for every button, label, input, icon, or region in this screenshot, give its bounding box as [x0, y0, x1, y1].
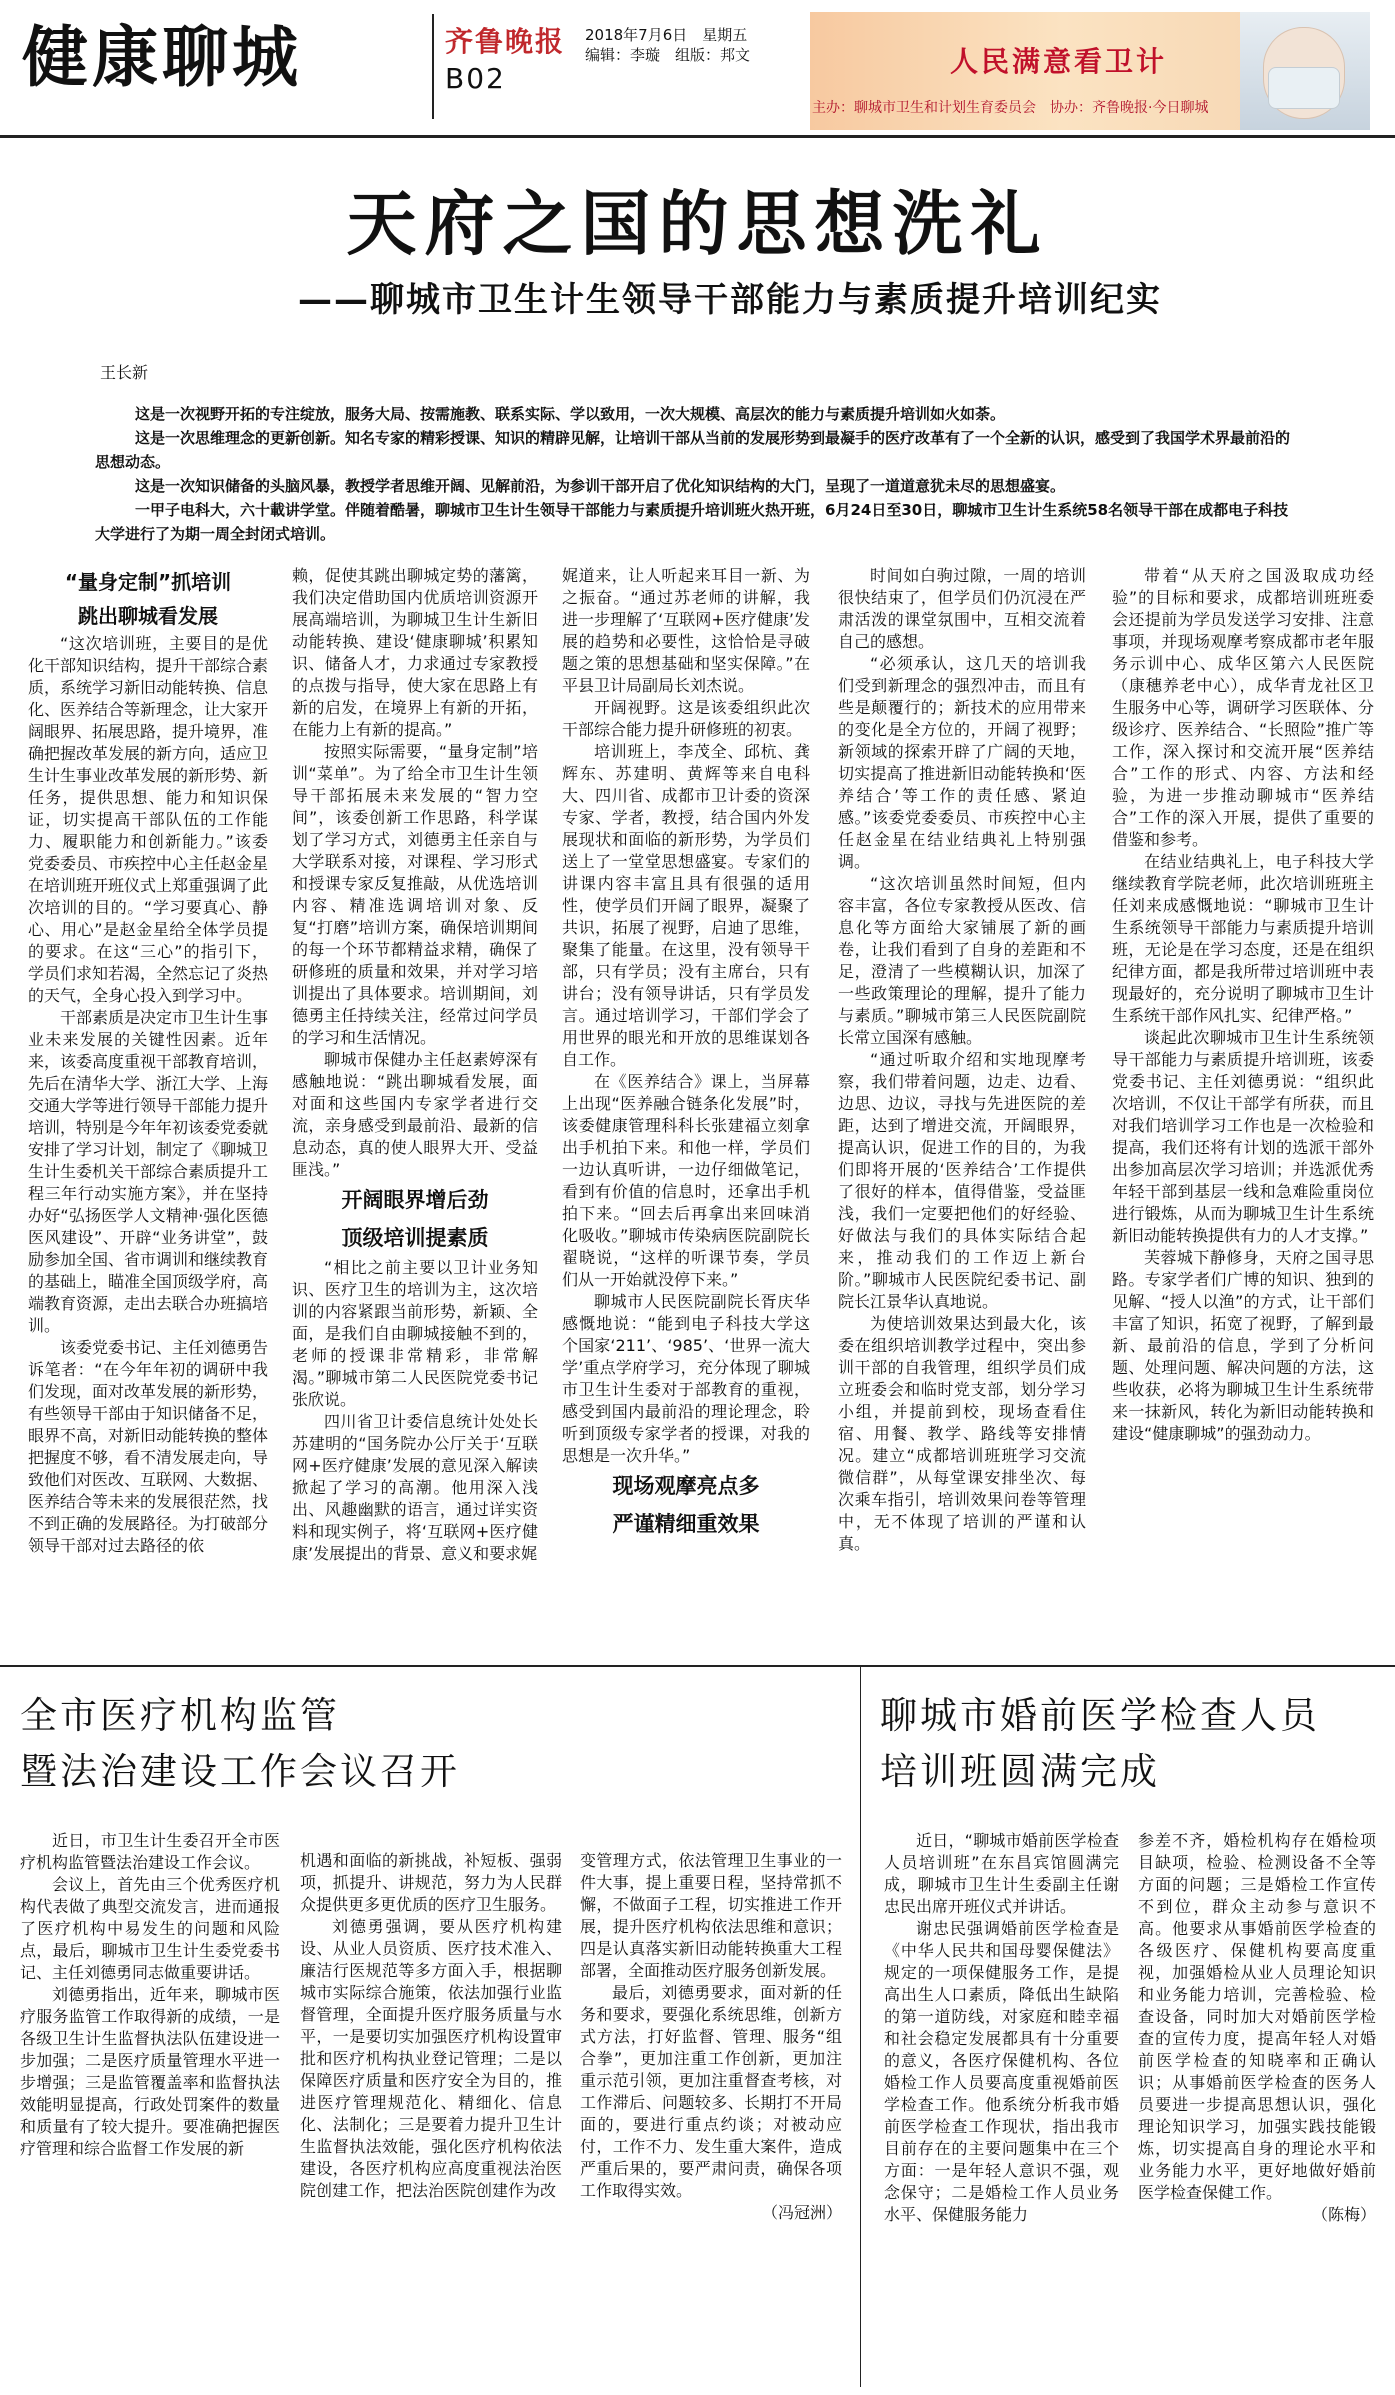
feature-column-3: [562, 565, 810, 1650]
article2-column-1: [20, 1830, 280, 2385]
banner-sponsor-line: 主办：聊城市卫生和计划生育委员会 协办：齐鲁晚报·今日聊城: [812, 100, 1209, 116]
article3-column-1: [884, 1830, 1119, 2385]
section-divider: [0, 1665, 1395, 1667]
body-paragraph: 会议上，首先由三个优秀医疗机构代表做了典型交流发言，进而通报了医疗机构中易发生的问题和风险点，最后，聊城市卫生计生委党委书记、主任刘德勇同志做重要讲话。: [20, 1875, 280, 1982]
body-paragraph: 聊城市人民医院副院长胥庆华感慨地说：“能到电子科技大学这个国家‘211’、‘985’、‘世界一流大学’重点学府学习，充分体现了聊城市卫生计生委对于部教育的重视，感受到国内最前沿的理论理念，聆听到顶级专家学者的授课，对我的思想是一次升华。”: [562, 1292, 810, 1465]
body-paragraph: 聊城市保健办主任赵素婷深有感触地说：“跳出聊城看发展，面对面和这些国内专家学者进行交流，亲身感受到最前沿、最新的信息动态，真的使人眼界大开、受益匪浅。”: [292, 1050, 538, 1179]
body-paragraph: 最后，刘德勇要求，面对新的任务和要求，要强化系统思维，创新方式方法，打好监督、管理、服务“组合拳”，更加注重工作创新，更加注重示范引领，更加注重督查考核，对工作滞后、问题较多、长期打不开局面的，要进行重点约谈；对被动应付，工作不力、发生重大案件，造成严重后果的，要严肃问责，确保各项工作取得实效。: [580, 1983, 842, 2200]
page-code: B02: [445, 62, 506, 95]
article2-column-2: [300, 1850, 562, 2385]
article2-title: [20, 1688, 460, 1800]
issue-date: 2018年7月6日 星期五: [585, 26, 748, 44]
body-paragraph: “这次培训班，主要目的是优化干部知识结构，提升干部综合素质，系统学习新旧动能转换、信息化、医养结合等新理念，让大家开阔眼界、拓展思路，提升境界，准确把握改革发展的新方向，适应卫生计生事业改革发展的新形势、新任务，提供思想、能力和知识保证，切实提高干部队伍的工作能力、履职能力和创新能力。”该委党委委员、市疾控中心主任赵金星在培训班开班仪式上郑重强调了此次培训的目的。“学习要真心、静心、用心”是赵金星给全体学员提的要求。在这“三心”的指引下，学员们求知若渴，全然忘记了炎热的天气，全身心投入到学习中。: [28, 634, 268, 1005]
subheading-line: 跳出聊城看发展: [78, 604, 218, 628]
article2-title-line: 全市医疗机构监管: [20, 1694, 340, 1737]
body-paragraph: 该委党委书记、主任刘德勇告诉笔者：“在今年年初的调研中我们发现，面对改革发展的新形势，有些领导干部由于知识储备不足，眼界不高，对新旧动能转换的整体把握度不够，看不清发展走向，导致他们对医改、互联网、大数据、医养结合等未来的发展很茫然，找不到正确的发展路径。为打破部分领导干部对过去路径的依: [28, 1338, 268, 1555]
feature-title: 天府之国的思想洗礼: [346, 182, 1049, 265]
intro-paragraph: 这是一次知识储备的头脑风暴，教授学者思维开阔、见解前沿，为参训干部开启了优化知识结构的大门，呈现了一道道意犹未尽的思想盛宴。: [135, 477, 1066, 495]
feature-column-4: [838, 565, 1086, 1650]
body-paragraph: “必须承认，这几天的培训我们受到新理念的强烈冲击，而且有些是颠覆行的；新技术的应用带来的变化是全方位的，开阔了视野；新领域的探索开辟了广阔的天地，切实提高了推进新旧动能转换和‘医养结合’等工作的责任感、紧迫感。”该委党委委员、市疾控中心主任赵金星在结业结典礼上特别强调。: [838, 654, 1086, 871]
byline: 王长新: [100, 363, 149, 382]
body-paragraph: 近日，“聊城市婚前医学检查人员培训班”在东昌宾馆圆满完成，聊城市卫生计生委副主任谢忠民出席开班仪式并讲话。: [884, 1831, 1119, 1916]
editors-line: 编辑：李璇 组版：邦文: [585, 46, 751, 64]
article-divider: [860, 1667, 861, 2387]
author-signoff: （陈梅）: [1311, 2205, 1376, 2224]
subheading-line: 现场观摩亮点多: [612, 1474, 760, 1498]
body-paragraph: “相比之前主要以卫计业务知识、医疗卫生的培训为主，这次培训的内容紧跟当前形势，新颖、全面，是我们自由聊城接触不到的，老师的授课非常精彩，非常解渴。”聊城市第二人民医院党委书记张欣说。: [292, 1258, 538, 1409]
article3-title: [880, 1688, 1320, 1800]
feature-column-2: [292, 565, 538, 1650]
body-paragraph: 干部素质是决定市卫生计生事业未来发展的关键性因素。近年来，该委高度重视干部教育培训，先后在清华大学、浙江大学、上海交通大学等进行领导干部能力提升培训，特别是今年年初该委党委就安排了学习计划，制定了《聊城卫生计生委机关干部综合素质提升工程三年行动实施方案》，并在坚持办好“弘扬医学人文精神·强化医德医风建设”、开辟“业务讲堂”，鼓励参加全国、省市调训和继续教育的基础上，瞄准全国顶级学府，高端教育资源，走出去联合办班搞培训。: [28, 1008, 268, 1335]
article2-title-line: 暨法治建设工作会议召开: [20, 1750, 460, 1793]
body-paragraph: 芙蓉城下静修身，天府之国寻思路。专家学者们广博的知识、独到的见解、“授人以渔”的方式，让干部们丰富了知识，拓宽了视野，了解到最新、最前沿的信息，学到了分析问题、处理问题、解决问题的方法，这些收获，必将为聊城卫生计生系统带来一抹新风，转化为新旧动能转换和建设“健康聊城”的强劲动力。: [1112, 1248, 1374, 1443]
body-paragraph: “这次培训虽然时间短，但内容丰富，各位专家教授从医改、信息化等方面给大家铺展了新的画卷，让我们看到了自身的差距和不足，澄清了一些模糊认识，加深了一些政策理论的理解，提升了能力与素质。”聊城市第三人民医院副院长常立国深有感触。: [838, 874, 1086, 1047]
feature-intro: [95, 402, 1295, 546]
feature-subtitle: ——聊城市卫生计生领导干部能力与素质提升培训纪实: [298, 280, 1162, 320]
sponsor-banner: [810, 12, 1370, 130]
subheading: [562, 1467, 810, 1543]
subheading: [28, 565, 268, 633]
body-paragraph: 带着“从天府之国汲取成功经验”的目标和要求，成都培训班班委会还提前为学员发送学习安排、注意事项，并现场观摩考察成都市老年服务示训中心、成华区第六人民医院（康穗养老中心），成华青龙社区卫生服务中心等，调研学习医联体、分级诊疗、医养结合、“长照险”推广等工作，深入探讨和交流开展“医养结合”工作的形式、内容、方法和经验，为进一步推动聊城市“医养结合”工作的深入开展，提供了重要的借鉴和参考。: [1112, 566, 1374, 849]
subheading-line: “量身定制”抓培训: [64, 570, 232, 594]
subheading-line: 开阔眼界增后劲: [341, 1188, 489, 1212]
subheading-line: 严谨精细重效果: [612, 1512, 760, 1536]
article2-column-3: [580, 1850, 842, 2385]
article3-title-line: 聊城市婚前医学检查人员: [880, 1694, 1320, 1737]
body-paragraph: 在《医养结合》课上，当屏幕上出现“医养融合链条化发展”时，该委健康管理科科长张建福立刻拿出手机拍下来。和他一样，学员们一边认真听讲，一边仔细做笔记，看到有价值的信息时，还拿出手机拍下来。“回去后再拿出来回味消化吸收。”聊城市传染病医院副院长翟晓说，“这样的听课节奏，学员们从一开始就没停下来。”: [562, 1072, 810, 1289]
intro-paragraph: 一甲子电科大，六十載讲学堂。伴随着酷暑，聊城市卫生计生领导干部能力与素质提升培训班火热开班，6月24日至30日，聊城市卫生计生系统58名领导干部在成都电子科技大学进行了为期一周全封闭式培训。: [95, 501, 1289, 543]
body-paragraph: 近日，市卫生计生委召开全市医疗机构监管暨法治建设工作会议。: [20, 1831, 280, 1872]
body-paragraph: 时间如白驹过隙，一周的培训很快结束了，但学员们仍沉浸在严肃活泼的课堂氛围中，互相交流着自己的感想。: [838, 566, 1086, 651]
body-paragraph: 参差不齐，婚检机构存在婚检项目缺项，检验、检测设备不全等方面的问题；三是婚检工作宣传不到位，群众主动参与意识不高。他要求从事婚前医学检查的各级医疗、保健机构要高度重视，加强婚检从业人员理论知识和业务能力培训，完善检验、检查设备，同时加大对婚前医学检查的宣传力度，提高年轻人对婚前医学检查的知晓率和正确认识；从事婚前医学检查的医务人员要进一步提高思想认识，强化理论知识学习，加强实践技能锻炼，切实提高自身的理论水平和业务能力水平，更好地做好婚前医学检查保健工作。: [1138, 1831, 1376, 2202]
article3-column-2: [1138, 1830, 1376, 2385]
banner-title: 人民满意看卫计: [950, 45, 1168, 78]
body-paragraph: 开阔视野。这是该委组织此次干部综合能力提升研修班的初衷。: [562, 698, 810, 739]
body-paragraph: 娓道来，让人听起来耳目一新、为之振奋。“通过苏老师的讲解，我进一步理解了‘互联网+医疗健康’发展的趋势和必要性，这恰恰是寻破题之策的思想基础和坚实保障。”在平县卫计局副局长刘杰说。: [562, 566, 810, 695]
body-paragraph: 在结业结典礼上，电子科技大学继续教育学院老师，此次培训班班主任刘来成感慨地说：“聊城市卫生计生系统领导干部能力与素质提升培训班，无论是在学习态度，还是在组织纪律方面，都是我所带过培训班中表现最好的，充分说明了聊城市卫生计生系统干部作风扎实、纪律严格。”: [1112, 852, 1374, 1025]
body-paragraph: 变管理方式，依法管理卫生事业的一件大事，提上重要日程，坚持常抓不懈，不做面子工程，切实推进工作开展，提升医疗机构依法思维和意识；四是认真落实新旧动能转换重大工程部署，全面推动医疗服务创新发展。: [580, 1851, 842, 1980]
body-paragraph: “通过听取介绍和实地现摩考察，我们带着问题，边走、边看、边思、边议，寻找与先进医院的差距，达到了增进交流，开阔眼界，提高认识，促进工作的目的，为我们即将开展的‘医养结合’工作提供了很好的样本，值得借鉴，受益匪浅，我们一定要把他们的好经验、好做法与我们的具体实际结合起来，推动我们的工作迈上新台阶。”聊城市人民医院纪委书记、副院长江景华认真地说。: [838, 1050, 1086, 1311]
body-paragraph: 为使培训效果达到最大化，该委在组织培训教学过程中，突出参训干部的自我管理，组织学员们成立班委会和临时党支部，划分学习小组，并提前到校，现场查看住宿、用餐、教学、路线等安排情况。建立“成都培训班班学习交流微信群”，从每堂课安排坐次、每次乘车指引，培训效果问卷等管理中，无不体现了培训的严谨和认真。: [838, 1314, 1086, 1553]
body-paragraph: 谈起此次聊城市卫生计生系统领导干部能力与素质提升培训班，该委党委书记、主任刘德勇说：“组织此次培训，不仅让干部学有所获，而且对我们培训学习工作也是一次检验和提高，我们还将有计划的选派干部外出参加高层次学习培训；并选派优秀年轻干部到基层一线和急难险重岗位进行锻炼，从而为聊城卫生计生系统新旧动能转换提供有力的人才支撑。”: [1112, 1028, 1374, 1245]
feature-column-1: [28, 565, 268, 1650]
author-signoff: （冯冠洲）: [761, 2203, 842, 2222]
body-paragraph: 按照实际需要，“量身定制”培训“菜单”。为了给全市卫生计生领导干部拓展未来发展的“智力空间”，该委创新工作思路，科学谋划了学习方式，刘德勇主任亲自与大学联系对接，对课程、学习形式和授课专家反复推敲，从优选培训内容、精准选调培训对象、反复“打磨”培训方案，确保培训期间的每一个环节都精益求精，确保了研修班的质量和效果，并对学习培训提出了具体要求。培训期间，刘德勇主任持续关注，经常过问学员的学习和生活情况。: [292, 742, 538, 1047]
body-paragraph: 机遇和面临的新挑战，补短板、强弱项，抓提升、讲规范，努力为人民群众提供更多更优质的医疗卫生服务。: [300, 1851, 562, 1914]
body-paragraph: 培训班上，李茂全、邱杭、龚辉东、苏建明、黄辉等来自电科大、四川省、成都市卫计委的资深专家、学者，教授，结合国内外发展现状和面临的新形势，为学员们送上了一堂堂思想盛宴。专家们的讲课内容丰富且具有很强的适用性，使学员们开阔了眼界，凝聚了共识，拓展了视野，启迪了思维，聚集了能量。在这里，没有领导干部，只有学员；没有主席台，只有讲台；没有领导讲话，只有学员发言。通过培训学习，干部们学会了用世界的眼光和开放的思维谋划各自工作。: [562, 742, 810, 1069]
surgical-mask-icon: [1268, 67, 1340, 109]
section-title: 健康聊城: [22, 19, 302, 96]
masthead-divider: [432, 14, 434, 119]
subheading: [292, 1181, 538, 1257]
body-paragraph: 赖，促使其跳出聊城定势的藩篱，我们决定借助国内优质培训资源开展高端培训，为聊城卫生计生新旧动能转换、建设‘健康聊城’积累知识、储备人才，力求通过专家教授的点拨与指导，使大家在思路上有新的启发，在境界上有新的开拓，在能力上有新的提高。”: [292, 566, 538, 739]
article3-title-line: 培训班圆满完成: [880, 1750, 1160, 1793]
intro-paragraph: 这是一次视野开拓的专注绽放，服务大局、按需施教、联系实际、学以致用，一次大规模、高层次的能力与素质提升培训如火如荼。: [135, 405, 1006, 423]
masthead-rule: [0, 135, 1395, 138]
body-paragraph: 谢忠民强调婚前医学检查是《中华人民共和国母婴保健法》规定的一项保健服务工作，是提高出生人口素质，降低出生缺陷的第一道防线，对家庭和睦幸福和社会稳定发展都具有十分重要的意义，各医疗保健机构、各位婚检工作人员要高度重视婚前医学检查工作。他系统分析我市婚前医学检查工作现状，指出我市目前存在的主要问题集中在三个方面：一是年轻人意识不强，观念保守；二是婚检工作人员业务水平、保健服务能力: [884, 1919, 1119, 2224]
subheading-line: 顶级培训提素质: [341, 1226, 489, 1250]
paper-logo: 齐鲁晚报: [445, 25, 566, 58]
body-paragraph: 四川省卫计委信息统计处处长苏建明的“国务院办公厅关于‘互联网+医疗健康’发展的意见深入解读掀起了学习的高潮。他用深入浅出、风趣幽默的语言，通过详实资料和现实例子，将‘互联网+医疗健康’发展提出的背景、意义和要求娓: [292, 1412, 538, 1563]
body-paragraph: 刘德勇指出，近年来，聊城市医疗服务监管工作取得新的成绩，一是各级卫生计生监督执法队伍建设进一步加强；二是医疗质量管理水平进一步增强；三是监管覆盖率和监督执法效能明显提高，行政处罚案件的数量和质量有了较大提升。要准确把握医疗管理和综合监督工作发展的新: [20, 1985, 280, 2158]
intro-paragraph: 这是一次思维理念的更新创新。知名专家的精彩授课、知识的精辟见解，让培训干部从当前的发展形势到最凝手的医疗改革有了一个全新的认识，感受到了我国学术界最前沿的思想动态。: [95, 429, 1291, 471]
feature-column-5: [1112, 565, 1374, 1650]
body-paragraph: 刘德勇强调，要从医疗机构建设、从业人员资质、医疗技术准入、廉洁行医规范等多方面入手，根据聊城市实际综合施策，依法加强行业监督管理，全面提升医疗服务质量与水平，一是要切实加强医疗机构设置审批和医疗机构执业登记管理；二是以保障医疗质量和医疗安全为目的，推进医疗管理规范化、精细化、信息化、法制化；三是要着力提升卫生计生监督执法效能，强化医疗机构依法建设，各医疗机构应高度重视法治医院创建工作，把法治医院创建作为改: [300, 1917, 562, 2200]
